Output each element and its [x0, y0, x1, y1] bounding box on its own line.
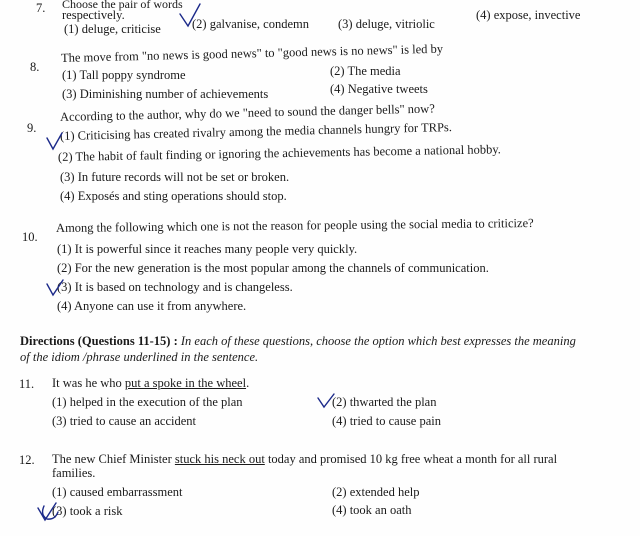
question-number: 11.: [19, 377, 35, 391]
question-number: 7.: [36, 1, 46, 15]
option-2: (2) thwarted the plan: [332, 395, 437, 409]
question-stem: The move from "no news is good news" to "good news is no news" is led by: [60, 41, 444, 65]
option-1: (1) deluge, criticise: [64, 22, 161, 36]
option-3: (3) Diminishing number of achievements: [62, 87, 269, 101]
question-number: 10.: [22, 230, 38, 244]
question-stem: Among the following which one is not the reason for people using the social media to criticize?: [55, 215, 534, 235]
option-2: (2) The media: [330, 64, 401, 78]
option-3: (3) took a risk: [52, 504, 123, 518]
option-3: (3) tried to cause an accident: [52, 414, 197, 428]
option-4: (4) tried to cause pain: [332, 414, 441, 428]
answer-tick-q9: [47, 133, 62, 149]
option-2: (2) extended help: [332, 485, 420, 499]
question-stem: According to the author, why do we "need to sound the danger bells" now?: [59, 101, 435, 124]
question-stem: Choose the pair of words: [62, 0, 183, 11]
directions-text: In each of these questions, choose the option which best expresses the meaning: [177, 334, 576, 348]
question-number: 9.: [27, 121, 37, 135]
directions-label: Directions (Questions 11-15) :: [20, 334, 178, 348]
option-4: (4) Exposés and sting operations should stop.: [60, 189, 287, 203]
question-stem-continued: respectively.: [62, 8, 125, 22]
answer-tick-q11: [318, 394, 334, 407]
answer-tick-q7: [180, 4, 200, 26]
option-4: (4) Anyone can use it from anywhere.: [57, 299, 247, 313]
option-4: (4) expose, invective: [476, 8, 581, 22]
underlined-idiom: put a spoke in the wheel: [124, 376, 247, 390]
option-3: (3) In future records will not be set or broken.: [60, 170, 290, 184]
option-1: (1) Tall poppy syndrome: [62, 68, 186, 82]
option-1: (1) helped in the execution of the plan: [52, 395, 243, 409]
stem-prefix: It was he who: [52, 376, 125, 390]
option-2: (2) The habit of fault finding or ignoring the achievements has become a national hobby.: [57, 142, 501, 164]
option-1: (1) caused embarrassment: [52, 485, 183, 499]
option-3: (3) deluge, vitriolic: [338, 17, 435, 31]
answer-tick-q10: [47, 280, 63, 295]
stem-suffix: .: [246, 376, 250, 390]
option-2: (2) For the new generation is the most popular among the channels of communication.: [57, 261, 489, 275]
option-1: (1) Criticising has created rivalry among the media channels hungry for TRPs.: [59, 120, 453, 143]
stem-suffix: today and promised 10 kg free wheat a month for all rural: [264, 452, 558, 466]
question-number: 8.: [30, 60, 40, 74]
option-3: (3) It is based on technology and is changeless.: [57, 280, 293, 294]
stem-prefix: The new Chief Minister: [52, 452, 175, 466]
option-4: (4) took an oath: [332, 503, 412, 517]
option-1: (1) It is powerful since it reaches many people very quickly.: [57, 242, 358, 256]
question-stem-continued: families.: [52, 466, 96, 480]
directions-line-2: of the idiom /phrase underlined in the sentence.: [20, 350, 259, 364]
underlined-idiom: stuck his neck out: [174, 452, 265, 466]
option-4: (4) Negative tweets: [330, 82, 428, 96]
question-number: 12.: [19, 453, 35, 467]
option-2: (2) galvanise, condemn: [192, 17, 309, 31]
